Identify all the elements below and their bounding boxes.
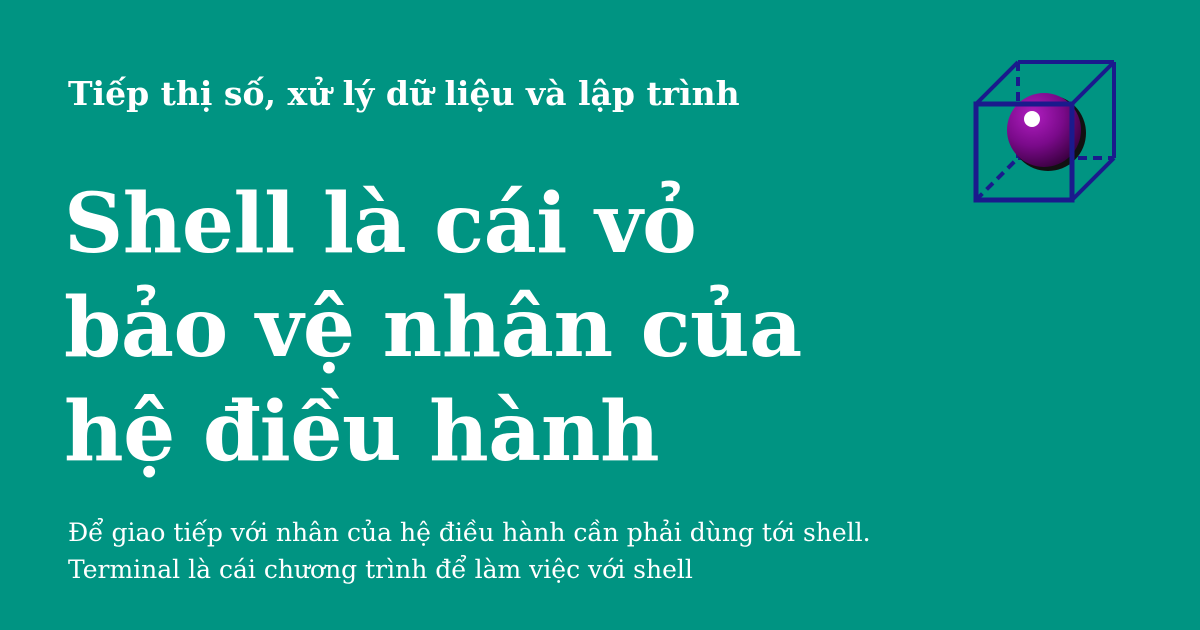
cube-sphere-icon — [966, 56, 1122, 208]
page-title: Shell là cái vỏ bảo vệ nhân của hệ điều hành — [64, 176, 802, 480]
site-name: Tiếp thị số, xử lý dữ liệu và lập trình — [68, 74, 740, 113]
page-description: Để giao tiếp với nhân của hệ điều hành cần phải dùng tới shell. Terminal là cái chương trình để làm việc với shell — [68, 518, 871, 584]
